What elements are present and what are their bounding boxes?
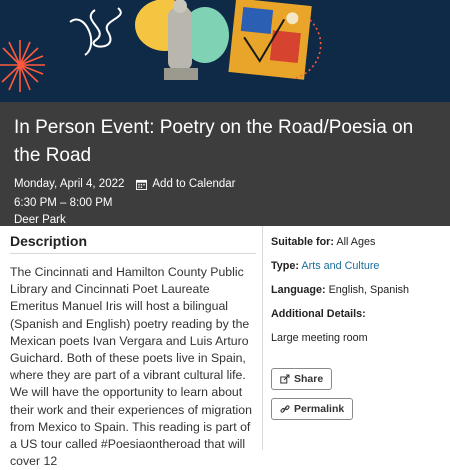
language-label: Language: [271,284,326,296]
permalink-label: Permalink [294,403,345,415]
event-location: Deer Park [14,214,66,226]
add-to-calendar-button[interactable] [136,178,235,190]
add-to-calendar-label: Add to Calendar [152,178,236,190]
event-date: Monday, April 4, 2022 [14,178,125,190]
share-label: Share [294,373,324,385]
link-icon [280,404,290,414]
suitable-for-row [271,235,450,249]
additional-details-row [271,307,450,321]
share-icon [280,374,290,384]
event-details-sidebar [262,226,450,450]
event-content [0,226,450,469]
banner-illustration [0,0,450,102]
event-date-row [14,176,436,192]
additional-details-value: Large meeting room [271,332,368,344]
suitable-for-label: Suitable for: [271,236,334,248]
event-title: In Person Event: Poetry on the Road/Poesia on the Road [14,117,414,166]
share-button[interactable] [271,368,332,390]
suitable-for-value: All Ages [336,236,376,248]
type-row [271,259,450,273]
description-body: The Cincinnati and Hamilton County Public Library and Cincinnati Poet Laureate Emeritus Manuel Iris will host a bilingual (Spanish and English) poetry reading by the Mexican poets Ivan Vergara and Luis Arturo Guichard. Both of these poets live in Spain, where they are part of a vibrant cultural life. We will have the opportunity to learn about their work and their experiences of migration from Mexico to Spain. This reading is part of a US tour called #Poesiaontheroad that will cover 12 [10,265,252,469]
event-time: 6:30 PM – 8:00 PM [14,197,113,209]
calendar-icon [136,179,147,190]
permalink-button[interactable] [271,398,353,420]
language-value: English, Spanish [328,284,410,296]
event-banner-image [0,0,450,102]
type-link[interactable]: Arts and Culture [301,260,380,272]
description-section [10,226,256,469]
event-header [0,102,450,226]
description-heading: Description [10,228,256,254]
painting-artwork [228,0,311,80]
additional-details-label: Additional Details: [271,308,366,320]
type-label: Type: [271,260,299,272]
language-row [271,283,450,297]
